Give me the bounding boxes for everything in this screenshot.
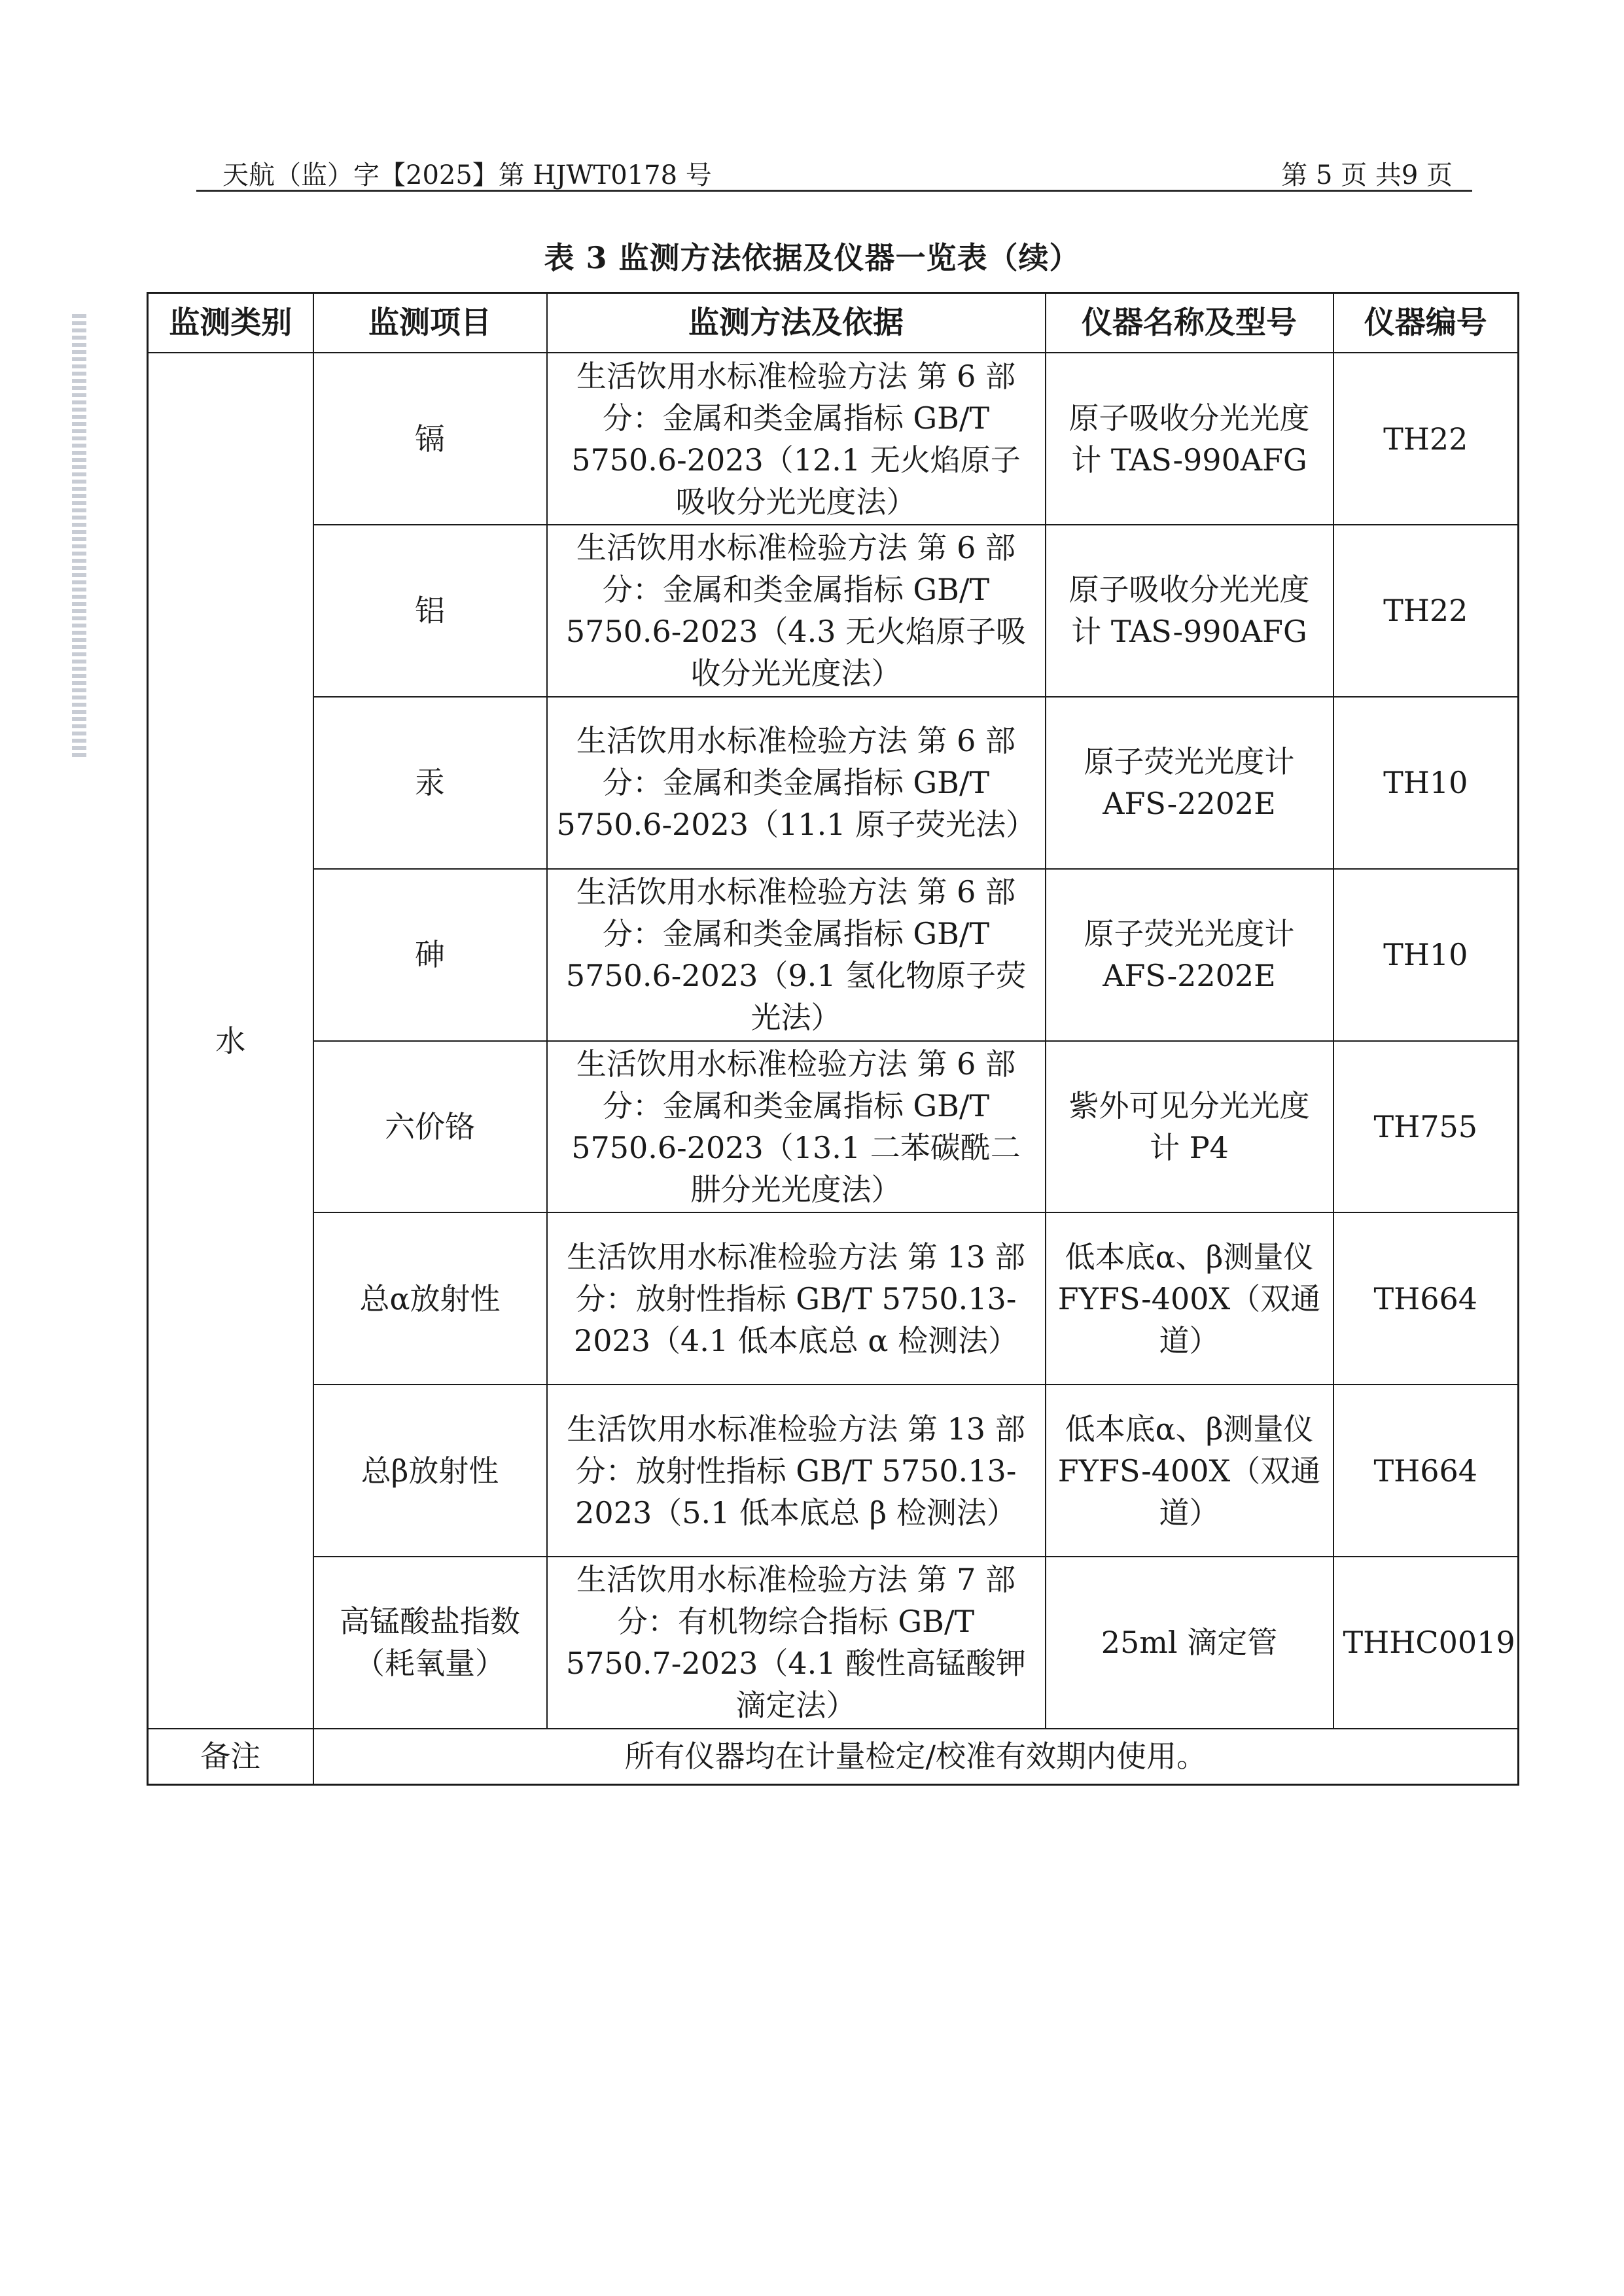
remark-text: 所有仪器均在计量检定/校准有效期内使用。 <box>313 1729 1519 1785</box>
instrument-cell: 原子吸收分光光度计 TAS-990AFG <box>1046 353 1333 525</box>
column-header: 仪器编号 <box>1333 293 1519 353</box>
page-header <box>196 149 1472 192</box>
instrument-id-cell: TH10 <box>1333 869 1519 1041</box>
method-instrument-table <box>147 292 1519 1786</box>
instrument-cell: 原子荧光光度计 AFS-2202E <box>1046 869 1333 1041</box>
item-cell: 六价铬 <box>313 1041 547 1213</box>
method-cell: 生活饮用水标准检验方法 第 6 部分：金属和类金属指标 GB/T 5750.6-2023（13.1 二苯碳酰二肼分光光度法） <box>547 1041 1046 1213</box>
remark-label: 备注 <box>148 1729 313 1785</box>
method-cell: 生活饮用水标准检验方法 第 6 部分：金属和类金属指标 GB/T 5750.6-2023（4.3 无火焰原子吸收分光光度法） <box>547 525 1046 697</box>
item-cell: 铝 <box>313 525 547 697</box>
item-cell: 总α放射性 <box>313 1212 547 1385</box>
instrument-cell: 紫外可见分光光度计 P4 <box>1046 1041 1333 1213</box>
instrument-cell: 25ml 滴定管 <box>1046 1557 1333 1729</box>
instrument-id-cell: THHC0019 <box>1333 1557 1519 1729</box>
table-row <box>148 1385 1519 1557</box>
method-cell: 生活饮用水标准检验方法 第 6 部分：金属和类金属指标 GB/T 5750.6-2023（11.1 原子荧光法） <box>547 697 1046 869</box>
instrument-id-cell: TH10 <box>1333 697 1519 869</box>
instrument-id-cell: TH664 <box>1333 1385 1519 1557</box>
table-row <box>148 869 1519 1041</box>
table-row <box>148 697 1519 869</box>
instrument-id-cell: TH22 <box>1333 353 1519 525</box>
method-cell: 生活饮用水标准检验方法 第 13 部分：放射性指标 GB/T 5750.13-2023（4.1 低本底总 α 检测法） <box>547 1212 1046 1385</box>
page-number: 第 5 页 共9 页 <box>1281 160 1453 190</box>
instrument-cell: 低本底α、β测量仪 FYFS-400X（双通道） <box>1046 1212 1333 1385</box>
binding-margin-mark <box>72 314 86 759</box>
category-cell: 水 <box>148 353 313 1729</box>
table-title: 表 3 监测方法依据及仪器一览表（续） <box>544 240 1080 275</box>
column-header: 监测类别 <box>148 293 313 353</box>
table-row <box>148 353 1519 525</box>
instrument-id-cell: TH664 <box>1333 1212 1519 1385</box>
instrument-id-cell: TH755 <box>1333 1041 1519 1213</box>
item-cell: 镉 <box>313 353 547 525</box>
method-cell: 生活饮用水标准检验方法 第 13 部分：放射性指标 GB/T 5750.13-2023（5.1 低本底总 β 检测法） <box>547 1385 1046 1557</box>
column-header: 监测方法及依据 <box>547 293 1046 353</box>
method-cell: 生活饮用水标准检验方法 第 6 部分：金属和类金属指标 GB/T 5750.6-2023（9.1 氢化物原子荧光法） <box>547 869 1046 1041</box>
column-header: 仪器名称及型号 <box>1046 293 1333 353</box>
table-row <box>148 525 1519 697</box>
table-row <box>148 1212 1519 1385</box>
item-cell: 高锰酸盐指数（耗氧量） <box>313 1557 547 1729</box>
instrument-cell: 低本底α、β测量仪 FYFS-400X（双通道） <box>1046 1385 1333 1557</box>
column-header: 监测项目 <box>313 293 547 353</box>
doc-number: 天航（监）字【2025】第 HJWT0178 号 <box>222 160 712 190</box>
remark-row <box>148 1729 1519 1785</box>
instrument-cell: 原子吸收分光光度计 TAS-990AFG <box>1046 525 1333 697</box>
table-header-row <box>148 293 1519 353</box>
table-row <box>148 1557 1519 1729</box>
table-row <box>148 1041 1519 1213</box>
method-cell: 生活饮用水标准检验方法 第 7 部分：有机物综合指标 GB/T 5750.7-2023（4.1 酸性高锰酸钾滴定法） <box>547 1557 1046 1729</box>
instrument-id-cell: TH22 <box>1333 525 1519 697</box>
item-cell: 汞 <box>313 697 547 869</box>
item-cell: 总β放射性 <box>313 1385 547 1557</box>
instrument-cell: 原子荧光光度计 AFS-2202E <box>1046 697 1333 869</box>
item-cell: 砷 <box>313 869 547 1041</box>
method-cell: 生活饮用水标准检验方法 第 6 部分：金属和类金属指标 GB/T 5750.6-2023（12.1 无火焰原子吸收分光光度法） <box>547 353 1046 525</box>
